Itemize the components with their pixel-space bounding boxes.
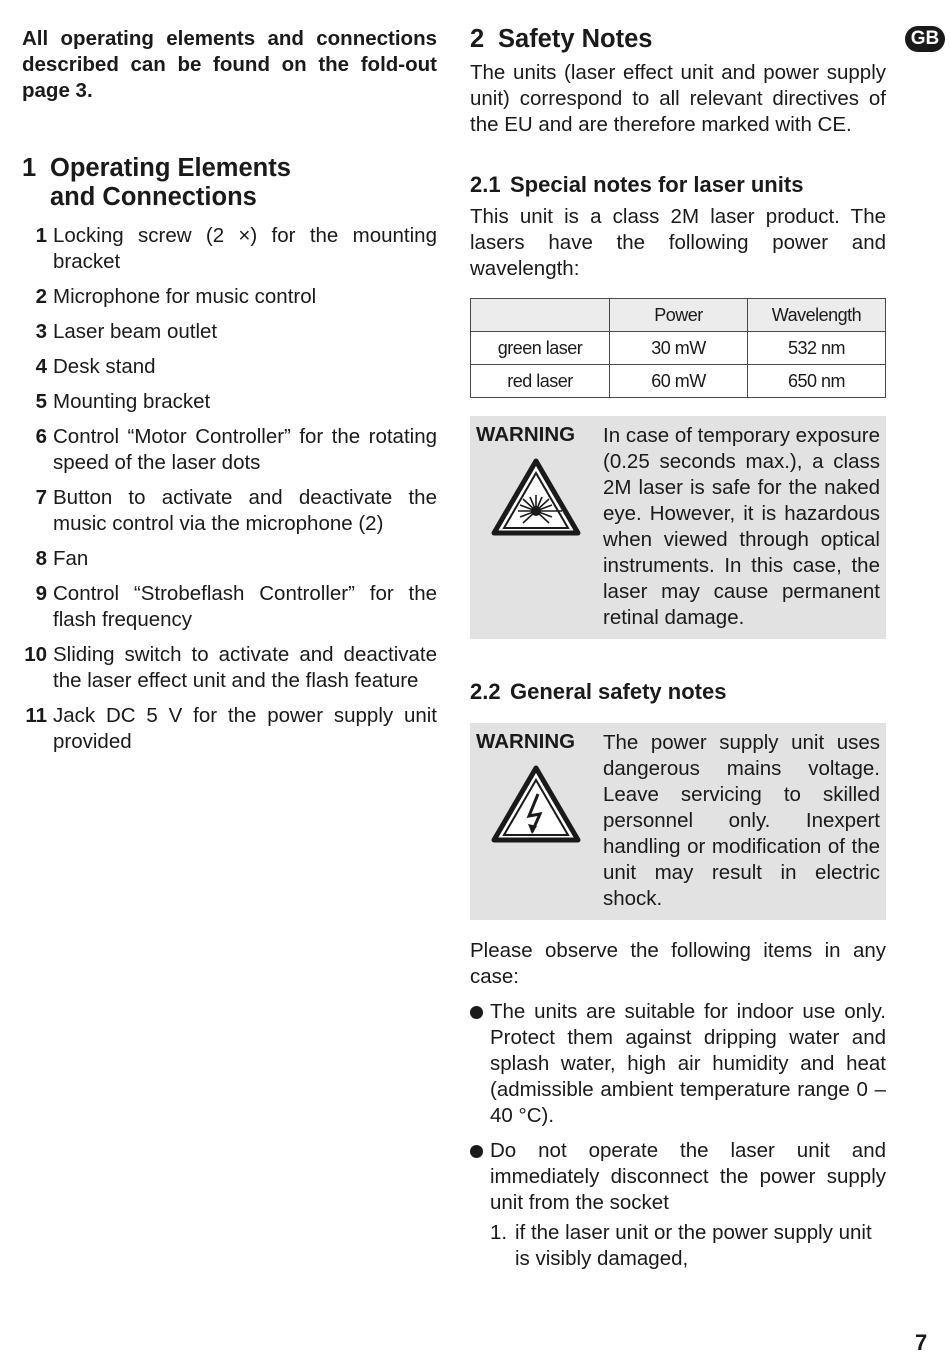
section-2-heading bbox=[470, 25, 886, 54]
electric-shock-warning-icon bbox=[490, 764, 582, 844]
section-1-title-line1: Operating Elements bbox=[50, 154, 291, 182]
list-item: 1. if the laser unit or the power supply unit is visibly damaged, bbox=[490, 1221, 872, 1270]
section-2-2-heading: 2.2 General safety notes bbox=[470, 679, 727, 704]
intro-note: All operating elements and connections described can be found on the fold-out page 3. bbox=[22, 27, 437, 102]
section-2-1-heading: 2.1 Special notes for laser units bbox=[470, 172, 804, 197]
bullet-icon bbox=[470, 1138, 490, 1216]
language-badge: GB bbox=[905, 26, 945, 52]
warning-label: WARNING bbox=[476, 423, 576, 446]
section-2-title: Safety Notes bbox=[498, 25, 653, 53]
section-2-1-title: Special notes for laser units bbox=[510, 172, 804, 197]
list-item: 2 Microphone for music control bbox=[35, 285, 317, 308]
list-item: 10 Sliding switch to activate and deactivate the laser effect unit and the flash feature bbox=[24, 643, 437, 692]
section-2-intro: The units (laser effect unit and power supply unit) correspond to all relevant directives of the EU and are therefore marked with CE. bbox=[470, 61, 886, 136]
list-item: 3 Laser beam outlet bbox=[35, 320, 218, 343]
warning-label: WARNING bbox=[476, 730, 576, 753]
damage-conditions-list bbox=[490, 1220, 886, 1272]
table-row: red laser 60 mW 650 nm bbox=[471, 365, 886, 398]
section-2-number: 2 bbox=[470, 25, 485, 53]
list-item: 11 Jack DC 5 V for the power supply unit provided bbox=[25, 704, 437, 753]
section-2-1-text: This unit is a class 2M laser product. The lasers have the following power and wavelength: bbox=[470, 205, 886, 280]
left-column bbox=[22, 26, 437, 764]
list-item: 6 Control “Motor Controller” for the rotating speed of the laser dots bbox=[35, 425, 437, 474]
right-column bbox=[470, 26, 886, 1272]
list-item: 1 Locking screw (2 ×) for the mounting bracket bbox=[35, 224, 437, 273]
bullet-icon bbox=[470, 999, 490, 1129]
laser-warning-box bbox=[470, 416, 886, 639]
page-number: 7 bbox=[915, 1330, 928, 1355]
electric-warning-text: The power supply unit uses dangerous mains voltage. Leave servicing to skilled personnel only. Inexpert handling or modification of the unit may result in electric shock. bbox=[603, 731, 880, 910]
list-item: Do not operate the laser unit and immediately disconnect the power supply unit from the socket bbox=[470, 1138, 886, 1216]
section-2-2-title: General safety notes bbox=[510, 679, 727, 704]
section-1-heading bbox=[22, 154, 437, 212]
laser-warning-text: In case of temporary exposure (0.25 seconds max.), a class 2M laser is safe for the naked eye. However, it is hazardous when viewed through optical instruments. In this case, the laser may cause permanent retinal damage. bbox=[603, 424, 880, 629]
electric-warning-box bbox=[470, 723, 886, 920]
section-1-number: 1 bbox=[22, 154, 37, 182]
operating-elements-list bbox=[22, 223, 437, 755]
list-item: 7 Button to activate and deactivate the music control via the microphone (2) bbox=[35, 486, 437, 535]
table-header-row: Power Wavelength bbox=[471, 299, 886, 332]
laser-warning-icon bbox=[490, 457, 582, 537]
list-item: 4 Desk stand bbox=[35, 355, 156, 378]
section-1-title-line2: and Connections bbox=[50, 183, 257, 211]
list-item: 5 Mounting bracket bbox=[35, 390, 211, 413]
table-row: green laser 30 mW 532 nm bbox=[471, 332, 886, 365]
list-item: 8 Fan bbox=[35, 547, 89, 570]
laser-spec-table bbox=[470, 298, 886, 398]
safety-bullets bbox=[470, 999, 886, 1216]
list-item: 9 Control “Strobeflash Controller” for the flash frequency bbox=[35, 582, 437, 631]
list-item: The units are suitable for indoor use only. Protect them against dripping water and splash water, high air humidity and heat (admissible ambient temperature range 0 – 40 °C). bbox=[470, 999, 886, 1129]
observe-text: Please observe the following items in any case: bbox=[470, 939, 886, 988]
